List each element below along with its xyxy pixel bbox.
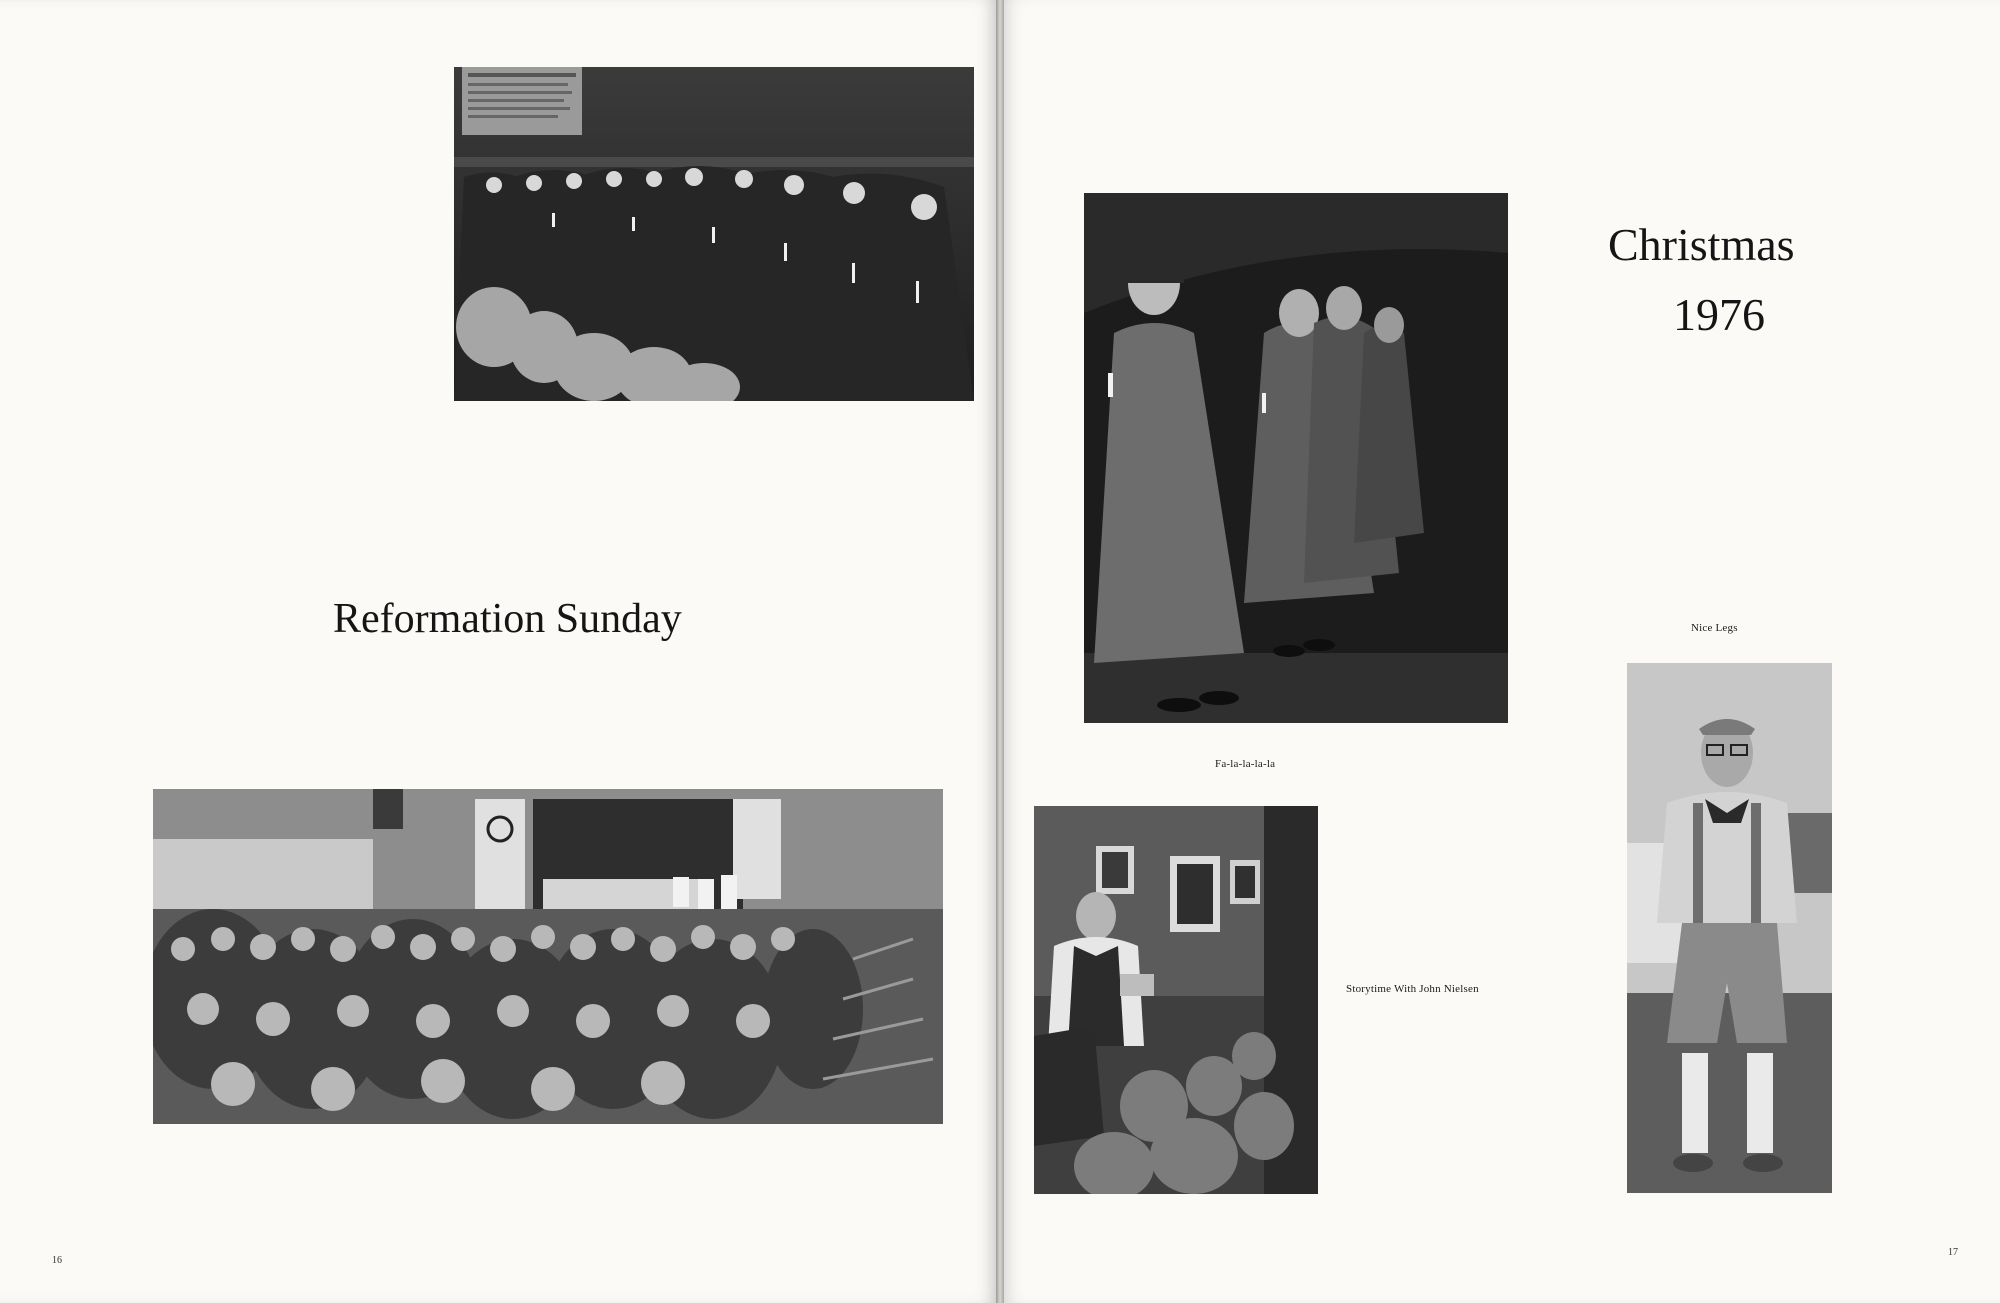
candle-procession-photo [1084, 193, 1508, 723]
lederhosen-caption: Nice Legs [1691, 622, 1738, 634]
left-page [0, 0, 996, 1303]
right-page [1004, 0, 2000, 1303]
storytime-photo [1034, 806, 1318, 1194]
page-title-line1: Christmas [1608, 219, 1795, 270]
storytime-caption: Storytime With John Nielsen [1346, 983, 1479, 995]
congregation-photo [153, 789, 943, 1124]
page-number: 16 [52, 1255, 62, 1266]
procession-caption: Fa-la-la-la-la [1215, 758, 1276, 770]
page-title-line2: 1976 [1673, 289, 1765, 340]
page-title: Reformation Sunday [333, 596, 682, 642]
choir-candles-photo [454, 67, 974, 401]
page-number: 17 [1948, 1247, 1958, 1258]
lederhosen-photo [1627, 663, 1832, 1193]
book-gutter [996, 0, 1004, 1303]
